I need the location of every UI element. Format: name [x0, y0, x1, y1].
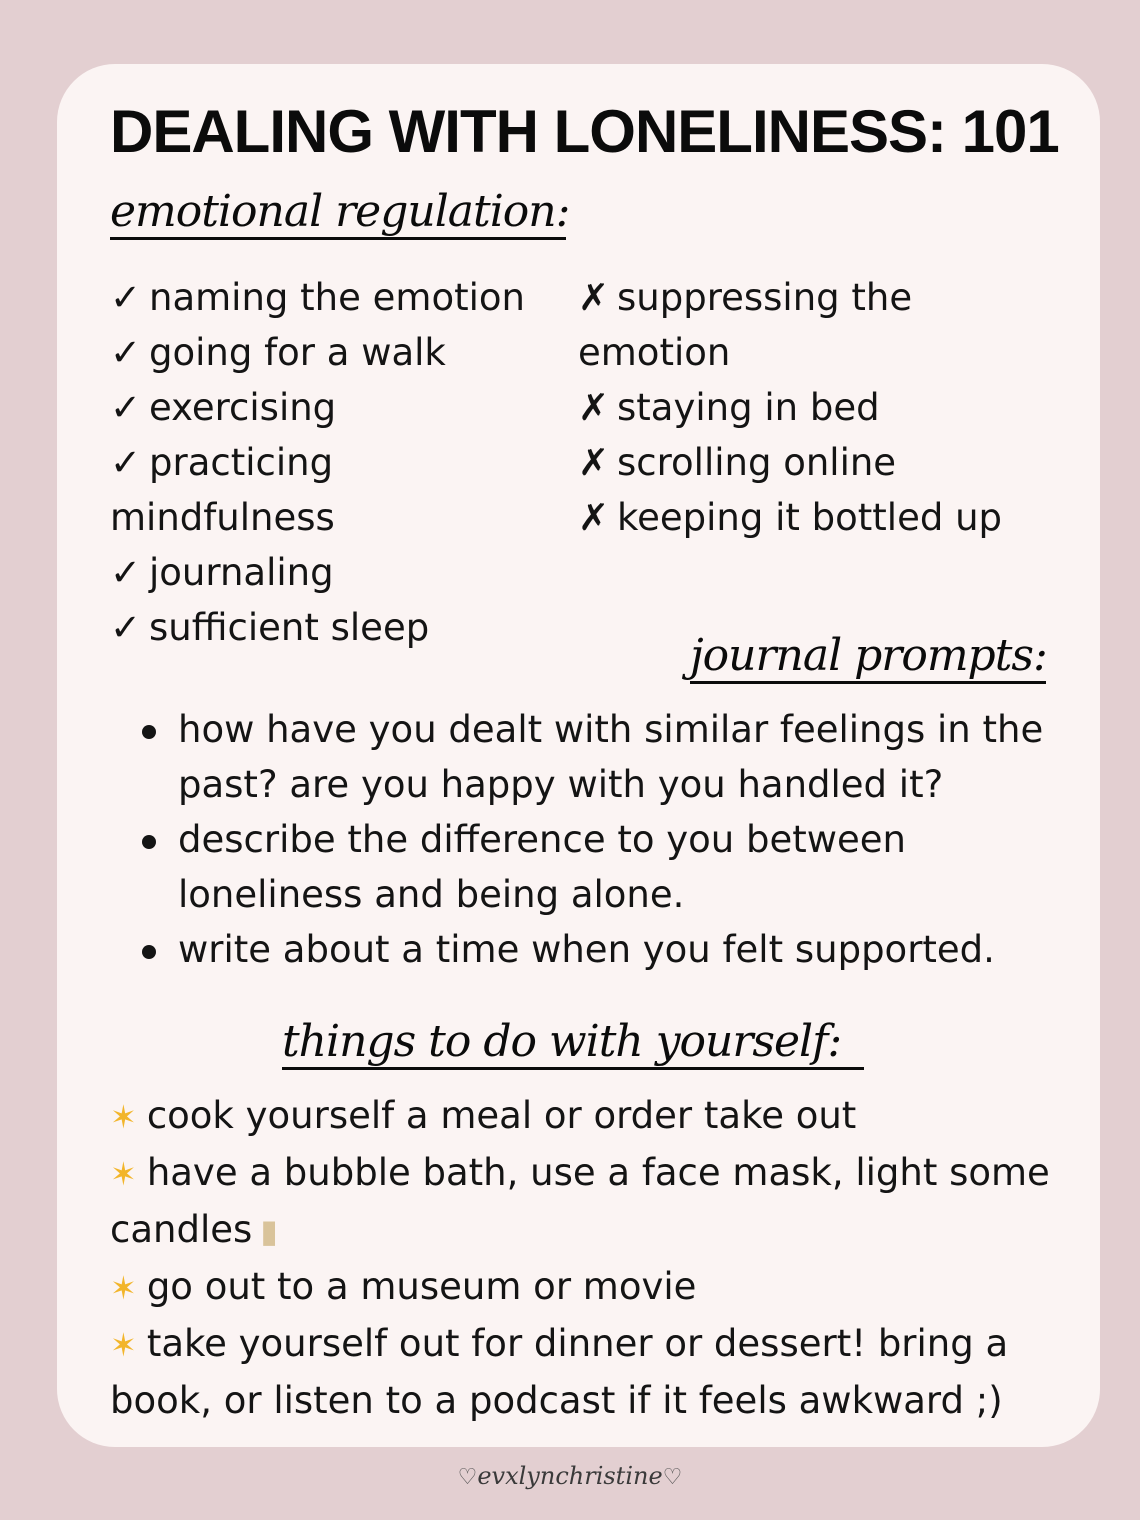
things-to-do-list	[110, 1088, 1070, 1428]
journal-prompts-list	[140, 702, 1090, 977]
sparkle-star-icon: ✶	[110, 1326, 137, 1364]
check-icon: ✓	[110, 606, 142, 649]
sparkle-star-icon: ✶	[110, 1269, 137, 1307]
check-icon: ✓	[110, 276, 142, 319]
page-title: DEALING WITH LONELINESS: 101	[110, 98, 1059, 165]
list-item: ✗ keeping it bottled up	[578, 490, 1048, 545]
heart-icon: ♡	[662, 1465, 683, 1490]
footer-handle: evxlynchristine	[477, 1462, 663, 1490]
heading-underline	[110, 237, 566, 240]
candle-icon: ▮	[260, 1212, 278, 1250]
journal-prompts-heading-text: journal prompts:	[690, 630, 1047, 681]
list-item: ✗ staying in bed	[578, 380, 1048, 435]
list-item: ✓ journaling	[110, 545, 560, 600]
cross-icon: ✗	[578, 386, 610, 429]
do-list	[110, 270, 560, 655]
check-icon: ✓	[110, 551, 142, 594]
bullet-icon	[142, 835, 156, 849]
check-icon: ✓	[110, 441, 142, 484]
list-item: ✓ naming the emotion	[110, 270, 560, 325]
bullet-icon	[142, 725, 156, 739]
cross-icon: ✗	[578, 441, 610, 484]
things-to-do-heading-text: things to do with yourself:	[282, 1016, 842, 1067]
heart-icon: ♡	[457, 1465, 478, 1490]
emotional-regulation-heading	[110, 182, 570, 242]
list-item: ✶ take yourself out for dinner or dessert! bring a book, or listen to a podcast if it feels awkward ;)	[110, 1316, 1070, 1428]
list-item: ✓ exercising	[110, 380, 560, 435]
journal-prompts-heading	[690, 626, 1046, 686]
cross-icon: ✗	[578, 276, 610, 319]
dont-list	[578, 270, 1048, 545]
list-item: describe the difference to you between loneliness and being alone.	[140, 812, 1090, 922]
list-item: ✗ scrolling online	[578, 435, 1048, 490]
check-icon: ✓	[110, 331, 142, 374]
list-item: ✶ go out to a museum or movie	[110, 1259, 1070, 1316]
things-to-do-heading	[282, 1012, 864, 1072]
check-icon: ✓	[110, 386, 142, 429]
list-item: ✶ cook yourself a meal or order take out	[110, 1088, 1070, 1145]
list-item: write about a time when you felt supported.	[140, 922, 1090, 977]
list-item: ✓ practicing mindfulness	[110, 435, 560, 545]
emotional-regulation-heading-text: emotional regulation:	[110, 186, 570, 237]
list-item: ✗ suppressing the emotion	[578, 270, 1048, 380]
cross-icon: ✗	[578, 496, 610, 539]
footer-signature	[0, 1462, 1140, 1490]
heading-underline	[690, 681, 1046, 684]
list-item: ✓ sufficient sleep	[110, 600, 560, 655]
list-item: ✶ have a bubble bath, use a face mask, light some candles ▮	[110, 1145, 1070, 1259]
heading-underline	[282, 1067, 864, 1070]
list-item: ✓ going for a walk	[110, 325, 560, 380]
sparkle-star-icon: ✶	[110, 1098, 137, 1136]
bullet-icon	[142, 945, 156, 959]
list-item: how have you dealt with similar feelings in the past? are you happy with you handled it?	[140, 702, 1090, 812]
sparkle-star-icon: ✶	[110, 1155, 137, 1193]
